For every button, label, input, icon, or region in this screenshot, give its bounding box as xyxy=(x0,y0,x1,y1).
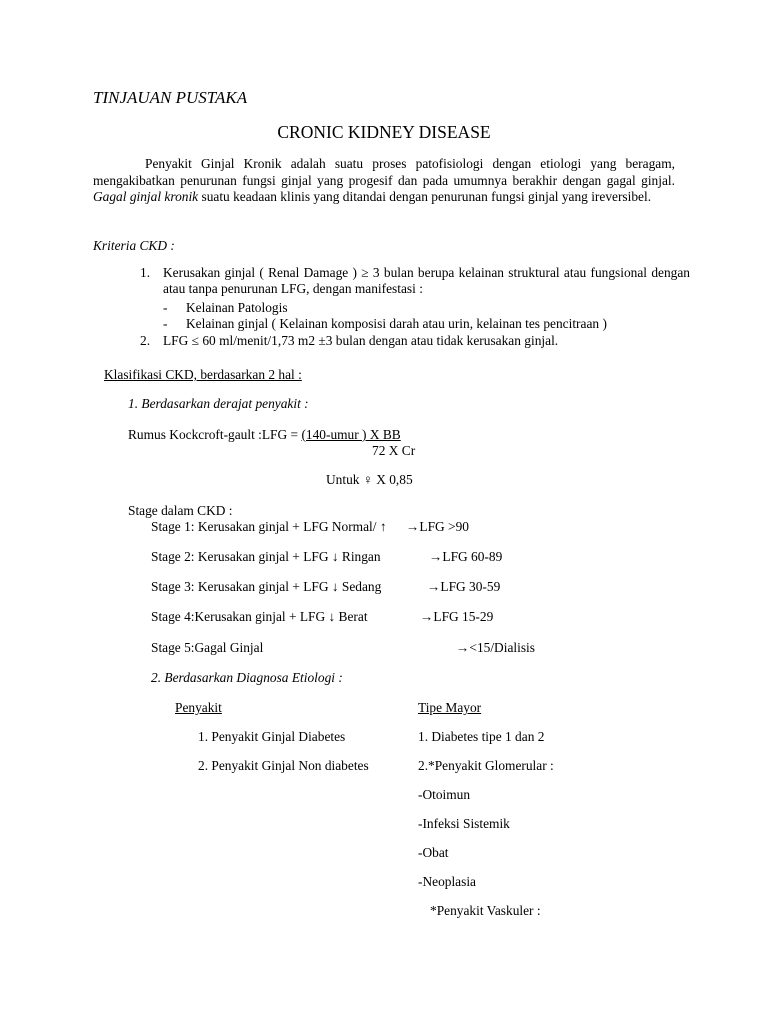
stage-2-label: Stage 2: Kerusakan ginjal + LFG ↓ Ringan xyxy=(151,549,381,564)
penyakit-1: 1. Penyakit Ginjal Diabetes xyxy=(198,729,346,744)
formula-female: Untuk ♀ X 0,85 xyxy=(326,472,413,487)
tipe-5: -Obat xyxy=(418,845,449,860)
stage-4-label: Stage 4:Kerusakan ginjal + LFG ↓ Berat xyxy=(151,609,368,624)
formula-line xyxy=(128,427,401,443)
kriteria-item-2: LFG ≤ 60 ml/menit/1,73 m2 ±3 bulan dengan atau tidak kerusakan ginjal. xyxy=(163,333,559,348)
tipe-4: -Infeksi Sistemik xyxy=(418,816,510,831)
stage-3-label: Stage 3: Kerusakan ginjal + LFG ↓ Sedang xyxy=(151,579,382,594)
kriteria-number-2: 2. xyxy=(140,333,151,348)
sub-item-dash-2: - xyxy=(163,316,168,331)
section-heading: TINJAUAN PUSTAKA xyxy=(93,88,248,107)
stage-5-label: Stage 5:Gagal Ginjal xyxy=(151,640,264,655)
intro-italic: Gagal ginjal kronik xyxy=(93,189,199,205)
intro-text-2: suatu keadaan klinis yang ditandai dengan penurunan fungsi ginjal yang ireversibel. xyxy=(198,189,652,205)
section-1-heading: 1. Berdasarkan derajat penyakit : xyxy=(128,396,309,411)
stage-4-result: →LFG 15-29 xyxy=(420,609,494,624)
penyakit-2: 2. Penyakit Ginjal Non diabetes xyxy=(198,758,369,773)
sub-item-dash-1: - xyxy=(163,300,168,315)
stage-1-label: Stage 1: Kerusakan ginjal + LFG Normal/ ↑ xyxy=(151,519,387,534)
col-penyakit-header: Penyakit xyxy=(175,700,222,715)
sub-item-1: Kelainan Patologis xyxy=(186,300,288,315)
stage-header: Stage dalam CKD : xyxy=(128,503,233,518)
formula-prefix: Rumus Kockcroft-gault :LFG = xyxy=(128,427,302,442)
tipe-6: -Neoplasia xyxy=(418,874,477,889)
tipe-7: *Penyakit Vaskuler : xyxy=(430,903,541,918)
stage-3-result: →LFG 30-59 xyxy=(427,579,501,594)
page-title: CRONIC KIDNEY DISEASE xyxy=(277,122,491,142)
sub-item-2: Kelainan ginjal ( Kelainan komposisi darah atau urin, kelainan tes pencitraan ) xyxy=(186,316,607,331)
formula-denominator: 72 X Cr xyxy=(372,443,416,458)
col-tipe-header: Tipe Mayor xyxy=(418,700,482,715)
tipe-2: 2.*Penyakit Glomerular : xyxy=(418,758,554,773)
intro-paragraph xyxy=(93,156,675,206)
kriteria-number-1: 1. xyxy=(140,265,151,280)
tipe-3: -Otoimun xyxy=(418,787,471,802)
section-2-heading: 2. Berdasarkan Diagnosa Etiologi : xyxy=(151,670,343,685)
formula-numerator: (140-umur ) X BB xyxy=(301,427,401,442)
klasifikasi-label: Klasifikasi CKD, berdasarkan 2 hal : xyxy=(104,367,302,382)
tipe-1: 1. Diabetes tipe 1 dan 2 xyxy=(418,729,545,744)
kriteria-label: Kriteria CKD : xyxy=(93,238,175,253)
stage-5-result: →<15/Dialisis xyxy=(456,640,535,655)
intro-text-1: Penyakit Ginjal Kronik adalah suatu proses patofisiologi dengan etiologi yang beragam, mengakibatkan penurunan fungsi ginjal yang progesif dan pada umumnya berakhir dengan gagal ginjal. xyxy=(93,156,675,188)
stage-1-result: →LFG >90 xyxy=(406,519,469,534)
kriteria-item-1-text: Kerusakan ginjal ( Renal Damage ) ≥ 3 bulan berupa kelainan struktural atau fungsional dengan atau tanpa penurunan LFG, dengan manifestasi : xyxy=(163,265,690,296)
stage-2-result: →LFG 60-89 xyxy=(429,549,503,564)
